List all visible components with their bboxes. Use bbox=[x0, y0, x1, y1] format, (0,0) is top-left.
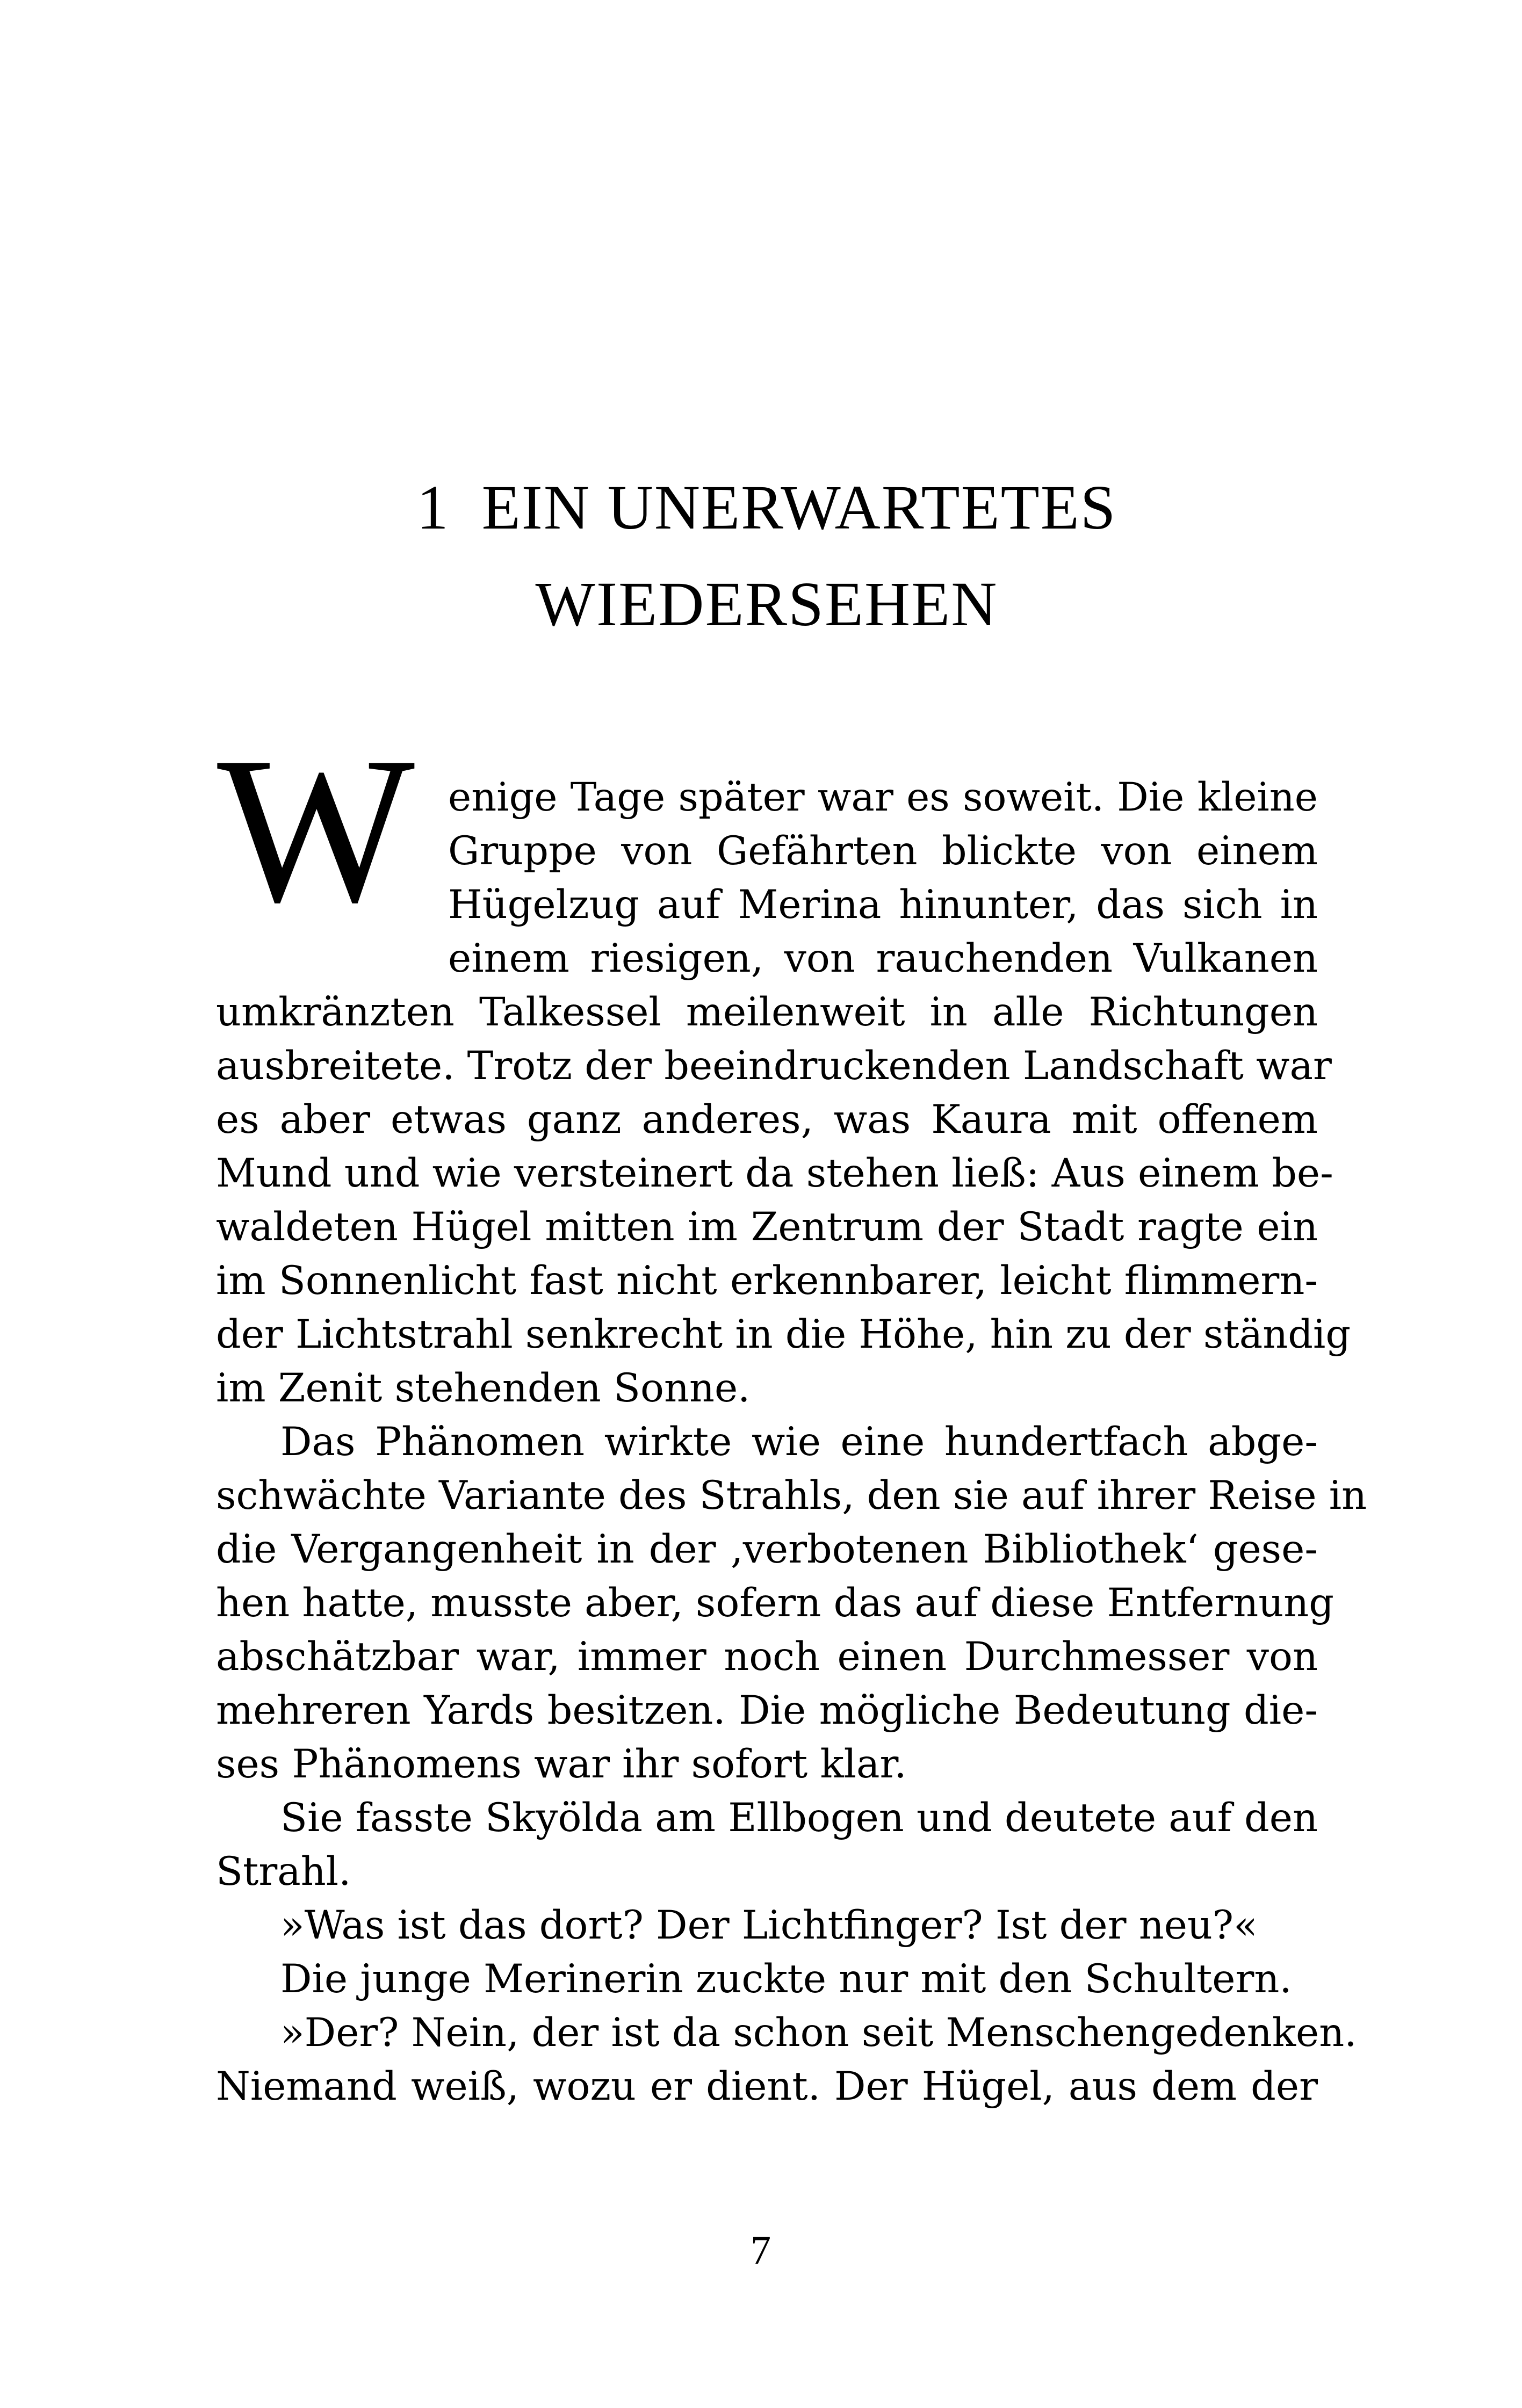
text-line: Die junge Merinerin zuckte nur mit den Schultern. bbox=[280, 1956, 1292, 2002]
text-line: im Sonnenlicht fast nicht erkennbarer, leicht flimmern- bbox=[216, 1258, 1318, 1304]
text-line: Niemand weiß, wozu er dient. Der Hügel, aus dem der bbox=[216, 2064, 1318, 2109]
text-line: »Der? Nein, der ist da schon seit Menschengedenken. bbox=[280, 2010, 1357, 2056]
text-line: »Was ist das dort? Der Lichtfinger? Ist der neu?« bbox=[280, 1903, 1258, 1948]
chapter-title-line-2: WIEDERSEHEN bbox=[535, 569, 998, 639]
chapter-number: 1 bbox=[416, 472, 450, 543]
text-line: der Lichtstrahl senkrecht in die Höhe, hin zu der ständig bbox=[216, 1312, 1351, 1357]
text-line: umkränzten Talkessel meilenweit in alle Richtungen bbox=[216, 989, 1318, 1035]
text-line: Mund und wie versteinert da stehen ließ: Aus einem be- bbox=[216, 1151, 1333, 1196]
chapter-title-line-1: EIN UNERWARTETES bbox=[481, 472, 1117, 543]
text-line: ausbreitete. Trotz der beeindruckenden Landschaft war bbox=[216, 1043, 1332, 1089]
text-line: mehreren Yards besitzen. Die mögliche Bedeutung die- bbox=[216, 1688, 1318, 1733]
page-number: 7 bbox=[751, 2228, 771, 2273]
text-line: Strahl. bbox=[216, 1849, 351, 1894]
text-line: Gruppe von Gefährten blickte von einem bbox=[448, 828, 1318, 874]
drop-cap: W bbox=[217, 714, 415, 946]
text-line: abschätzbar war, immer noch einen Durchmesser von bbox=[216, 1634, 1318, 1680]
text-line: hen hatte, musste aber, sofern das auf diese Entfernung bbox=[216, 1580, 1334, 1626]
text-line: Sie fasste Skyölda am Ellbogen und deutete auf den bbox=[280, 1795, 1318, 1841]
text-line: ses Phänomens war ihr sofort klar. bbox=[216, 1741, 907, 1787]
chapter-title bbox=[216, 459, 1317, 653]
text-line: einem riesigen, von rauchenden Vulkanen bbox=[448, 936, 1318, 981]
text-line: schwächte Variante des Strahls, den sie auf ihrer Reise in bbox=[216, 1473, 1367, 1518]
text-line: Hügelzug auf Merina hinunter, das sich in bbox=[448, 882, 1318, 928]
text-line: im Zenit stehenden Sonne. bbox=[216, 1365, 751, 1411]
text-line: die Vergangenheit in der ‚verbotenen Bibliothek‘ gese- bbox=[216, 1527, 1318, 1572]
text-line: enige Tage später war es soweit. Die kleine bbox=[448, 775, 1318, 820]
text-line: Das Phänomen wirkte wie eine hundertfach abge- bbox=[280, 1419, 1318, 1465]
text-line: waldeten Hügel mitten im Zentrum der Stadt ragte ein bbox=[216, 1204, 1318, 1250]
text-line: es aber etwas ganz anderes, was Kaura mit offenem bbox=[216, 1097, 1318, 1142]
